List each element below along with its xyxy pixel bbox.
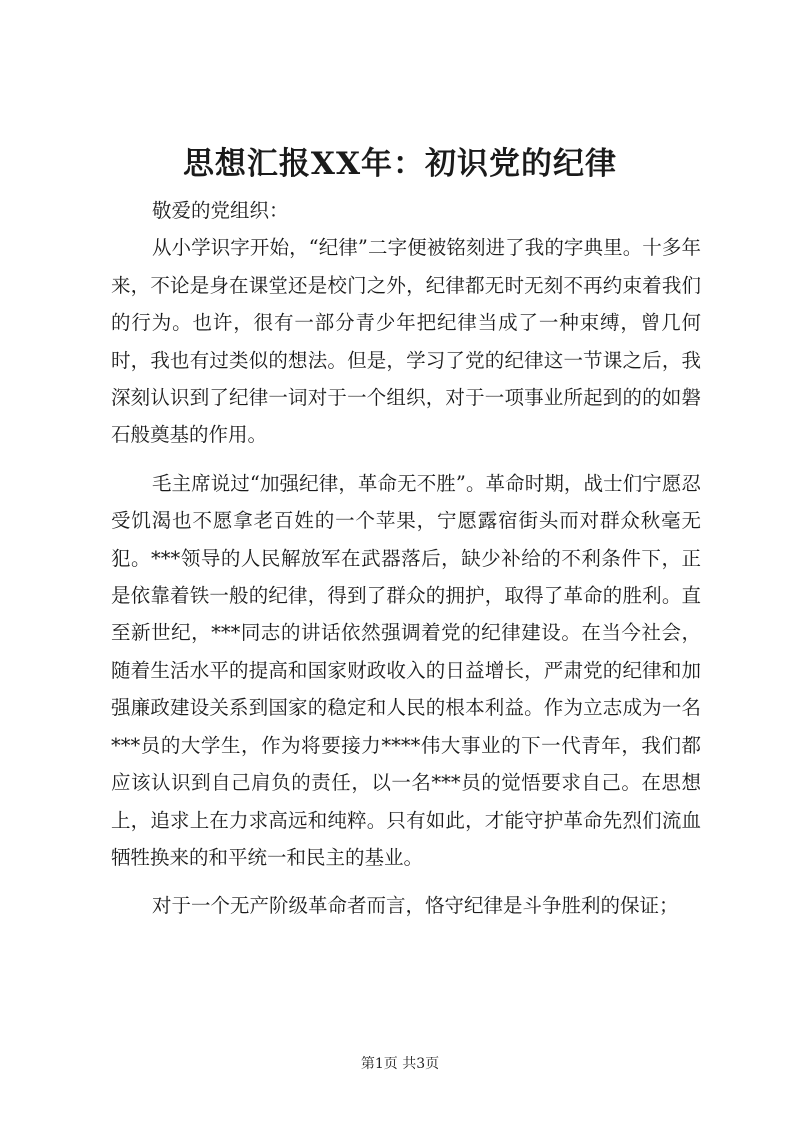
paragraph: 对于一个无产阶级革命者而言，恪守纪律是斗争胜利的保证； xyxy=(151,894,679,918)
paragraph: 毛主席说过“加强纪律，革命无不胜”。革命时期，战士们宁愿忍受饥渴也不愿拿老百姓的一个苹果，宁愿露宿街头而对群众秋毫无犯。***领导的人民解放军在武器落后，缺少补给的不利条件下，正是依靠着铁一般的纪律，得到了群众的拥护，取得了革命的胜利。直至新世纪，***同志的讲话依然强调着党的纪律建设。在当今社会，随着生活水平的提高和国家财政收入的日益增长，严肃党的纪律和加强廉政建设关系到国家的稳定和人民的根本利益。作为立志成为一名***员的大学生，作为将要接力****伟大事业的下一代青年，我们都应该认识到自己肩负的责任，以一名***员的觉悟要求自己。在思想上，追求上在力求高远和纯粹。只有如此，才能守护革命先烈们流血牺牲换来的和平统一和民主的基业。 xyxy=(111,471,701,869)
paragraph: 从小学识字开始，“纪律”二字便被铭刻进了我的字典里。十多年来，不论是身在课堂还是校门之外，纪律都无时无刻不再约束着我们的行为。也许，很有一部分青少年把纪律当成了一种束缚，曾几何时，我也有过类似的想法。但是，学习了党的纪律这一节课之后，我深刻认识到了纪律一词对于一个组织，对于一项事业所起到的的如磐石般奠基的作用。 xyxy=(111,236,701,447)
document-body xyxy=(111,192,701,936)
document-title: 思想汇报XX年：初识党的纪律 xyxy=(182,146,618,182)
page-number-footer: 第1页 共3页 xyxy=(360,1056,440,1072)
salutation: 敬爱的党组织： xyxy=(151,199,289,222)
